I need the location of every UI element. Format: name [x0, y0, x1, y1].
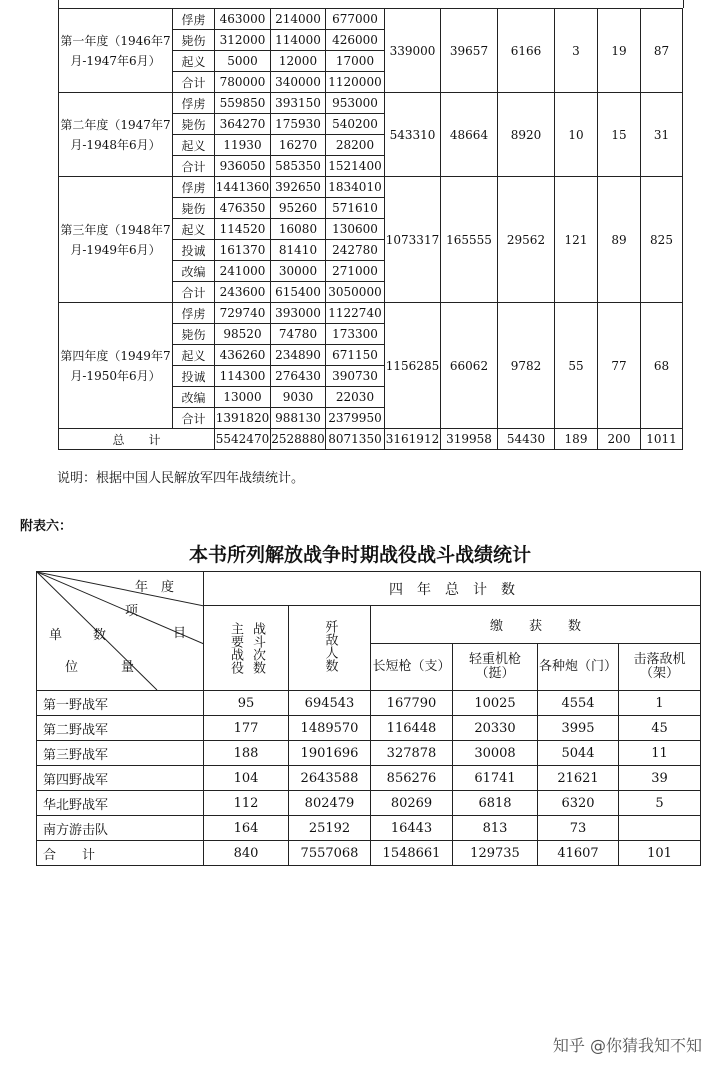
diagonal-header-cell	[37, 572, 204, 691]
value-cell: 393150	[271, 93, 326, 114]
captured-cell: 3	[555, 9, 598, 93]
value-cell: 112	[204, 791, 289, 816]
captured-cell: 68	[641, 303, 683, 429]
table-row	[59, 177, 683, 198]
category-cell: 合计	[173, 156, 215, 177]
value-cell: 276430	[271, 366, 326, 387]
value-cell: 988130	[271, 408, 326, 429]
total-cell: 189	[555, 429, 598, 450]
value-cell	[619, 816, 701, 841]
year-label: 第二年度（1947年7月-1948年6月）	[59, 93, 173, 177]
category-cell: 改编	[173, 261, 215, 282]
diag-label-unit2: 位	[65, 660, 79, 675]
table-row	[37, 841, 701, 866]
value-cell: 164	[204, 816, 289, 841]
value-cell: 1548661	[371, 841, 453, 866]
captured-cell: 31	[641, 93, 683, 177]
unit-name: 华北野战军	[37, 791, 204, 816]
value-cell: 6320	[538, 791, 619, 816]
value-cell: 74780	[271, 324, 326, 345]
value-cell: 101	[619, 841, 701, 866]
unit-name: 第一野战军	[37, 691, 204, 716]
value-cell: 45	[619, 716, 701, 741]
captured-cell: 6166	[498, 9, 555, 93]
value-cell: 393000	[271, 303, 326, 324]
value-cell: 114300	[215, 366, 271, 387]
captured-cell: 1073317	[385, 177, 441, 303]
value-cell: 28200	[326, 135, 385, 156]
category-cell: 起义	[173, 51, 215, 72]
captured-cell: 165555	[441, 177, 498, 303]
value-cell: 559850	[215, 93, 271, 114]
captured-cell: 39657	[441, 9, 498, 93]
value-cell: 3050000	[326, 282, 385, 303]
table-row	[37, 791, 701, 816]
value-cell: 936050	[215, 156, 271, 177]
diag-label-num1: 数	[93, 628, 107, 643]
value-cell: 13000	[215, 387, 271, 408]
total-row	[59, 429, 683, 450]
year-label: 第三年度（1948年7月-1949年6月）	[59, 177, 173, 303]
value-cell: 729740	[215, 303, 271, 324]
value-cell: 214000	[271, 9, 326, 30]
captured-cell: 89	[598, 177, 641, 303]
campaign-results-table	[36, 571, 701, 866]
value-cell: 167790	[371, 691, 453, 716]
value-cell: 73	[538, 816, 619, 841]
value-cell: 11930	[215, 135, 271, 156]
header-four-year-total: 四 年 总 计 数	[204, 572, 701, 606]
value-cell: 1521400	[326, 156, 385, 177]
captured-cell: 9782	[498, 303, 555, 429]
value-cell: 241000	[215, 261, 271, 282]
category-cell: 合计	[173, 72, 215, 93]
year-label: 第四年度（1949年7月-1950年6月）	[59, 303, 173, 429]
unit-name: 合 计	[37, 841, 204, 866]
category-cell: 俘虏	[173, 93, 215, 114]
value-cell: 476350	[215, 198, 271, 219]
captured-cell: 121	[555, 177, 598, 303]
value-cell: 20330	[453, 716, 538, 741]
value-cell: 11	[619, 741, 701, 766]
year-label: 第一年度（1946年7月-1947年6月）	[59, 9, 173, 93]
value-cell: 39	[619, 766, 701, 791]
value-cell: 780000	[215, 72, 271, 93]
captured-cell: 66062	[441, 303, 498, 429]
captured-cell: 55	[555, 303, 598, 429]
value-cell: 426000	[326, 30, 385, 51]
value-cell: 95	[204, 691, 289, 716]
category-cell: 毙伤	[173, 114, 215, 135]
value-cell: 1834010	[326, 177, 385, 198]
value-cell: 175930	[271, 114, 326, 135]
diag-label-year: 年 度	[135, 580, 175, 595]
value-cell: 694543	[289, 691, 371, 716]
value-cell: 12000	[271, 51, 326, 72]
value-cell: 5044	[538, 741, 619, 766]
total-cell: 1011	[641, 429, 683, 450]
value-cell: 271000	[326, 261, 385, 282]
value-cell: 953000	[326, 93, 385, 114]
previous-table-continuation	[58, 0, 684, 8]
value-cell: 571610	[326, 198, 385, 219]
value-cell: 9030	[271, 387, 326, 408]
table-row	[59, 303, 683, 324]
unit-name: 南方游击队	[37, 816, 204, 841]
value-cell: 2643588	[289, 766, 371, 791]
value-cell: 463000	[215, 9, 271, 30]
value-cell: 364270	[215, 114, 271, 135]
header-captured: 缴 获 数	[371, 606, 701, 644]
value-cell: 116448	[371, 716, 453, 741]
category-cell: 俘虏	[173, 303, 215, 324]
category-cell: 合计	[173, 282, 215, 303]
captured-cell: 48664	[441, 93, 498, 177]
value-cell: 3995	[538, 716, 619, 741]
value-cell: 25192	[289, 816, 371, 841]
value-cell: 585350	[271, 156, 326, 177]
category-cell: 毙伤	[173, 198, 215, 219]
header-planes: 击落敌机（架）	[619, 644, 701, 691]
value-cell: 340000	[271, 72, 326, 93]
category-cell: 改编	[173, 387, 215, 408]
captured-cell: 87	[641, 9, 683, 93]
category-cell: 投诚	[173, 366, 215, 387]
diag-label-mu: 目	[173, 626, 187, 641]
value-cell: 173300	[326, 324, 385, 345]
captured-cell: 15	[598, 93, 641, 177]
value-cell: 242780	[326, 240, 385, 261]
value-cell: 856276	[371, 766, 453, 791]
value-cell: 2379950	[326, 408, 385, 429]
category-cell: 合计	[173, 408, 215, 429]
header-guns: 长短枪（支）	[371, 644, 453, 691]
value-cell: 95260	[271, 198, 326, 219]
value-cell: 177	[204, 716, 289, 741]
value-cell: 1441360	[215, 177, 271, 198]
category-cell: 起义	[173, 219, 215, 240]
total-cell: 8071350	[326, 429, 385, 450]
total-cell: 5542470	[215, 429, 271, 450]
total-cell: 54430	[498, 429, 555, 450]
value-cell: 130600	[326, 219, 385, 240]
captured-cell: 1156285	[385, 303, 441, 429]
category-cell: 俘虏	[173, 9, 215, 30]
value-cell: 6818	[453, 791, 538, 816]
value-cell: 5000	[215, 51, 271, 72]
value-cell: 114520	[215, 219, 271, 240]
header-artillery: 各种炮（门）	[538, 644, 619, 691]
value-cell: 390730	[326, 366, 385, 387]
value-cell: 243600	[215, 282, 271, 303]
table-row	[59, 9, 683, 30]
value-cell: 80269	[371, 791, 453, 816]
value-cell: 802479	[289, 791, 371, 816]
value-cell: 161370	[215, 240, 271, 261]
value-cell: 234890	[271, 345, 326, 366]
value-cell: 312000	[215, 30, 271, 51]
value-cell: 30008	[453, 741, 538, 766]
total-cell: 3161912	[385, 429, 441, 450]
table-row	[37, 691, 701, 716]
battle-results-by-year-table	[58, 8, 683, 450]
total-label: 总 计	[59, 429, 215, 450]
value-cell: 677000	[326, 9, 385, 30]
value-cell: 16443	[371, 816, 453, 841]
header-machine-guns: 轻重机枪（挺）	[453, 644, 538, 691]
category-cell: 起义	[173, 135, 215, 156]
category-cell: 投诚	[173, 240, 215, 261]
value-cell: 10025	[453, 691, 538, 716]
value-cell: 5	[619, 791, 701, 816]
total-cell: 319958	[441, 429, 498, 450]
value-cell: 671150	[326, 345, 385, 366]
total-cell: 200	[598, 429, 641, 450]
value-cell: 7557068	[289, 841, 371, 866]
appendix-label: 附表六：	[20, 519, 73, 534]
unit-name: 第二野战军	[37, 716, 204, 741]
captured-cell: 19	[598, 9, 641, 93]
table-row	[37, 741, 701, 766]
value-cell: 30000	[271, 261, 326, 282]
value-cell: 327878	[371, 741, 453, 766]
table-note: 说明：根据中国人民解放军四年战绩统计。	[57, 471, 305, 486]
category-cell: 起义	[173, 345, 215, 366]
value-cell: 16270	[271, 135, 326, 156]
category-cell: 毙伤	[173, 30, 215, 51]
value-cell: 392650	[271, 177, 326, 198]
captured-cell: 825	[641, 177, 683, 303]
table-row	[37, 716, 701, 741]
value-cell: 1901696	[289, 741, 371, 766]
value-cell: 840	[204, 841, 289, 866]
value-cell: 4554	[538, 691, 619, 716]
value-cell: 81410	[271, 240, 326, 261]
header-battles: 主要战役 战斗次数	[204, 606, 289, 691]
table-title: 本书所列解放战争时期战役战斗战绩统计	[188, 544, 531, 566]
value-cell: 98520	[215, 324, 271, 345]
value-cell: 1122740	[326, 303, 385, 324]
diag-label-unit1: 单	[49, 628, 63, 643]
captured-cell: 77	[598, 303, 641, 429]
value-cell: 17000	[326, 51, 385, 72]
value-cell: 1489570	[289, 716, 371, 741]
value-cell: 1120000	[326, 72, 385, 93]
captured-cell: 339000	[385, 9, 441, 93]
total-cell: 2528880	[271, 429, 326, 450]
value-cell: 1	[619, 691, 701, 716]
table-row	[37, 816, 701, 841]
unit-name: 第四野战军	[37, 766, 204, 791]
table-row	[59, 93, 683, 114]
diag-label-item: 项	[125, 604, 139, 619]
value-cell: 104	[204, 766, 289, 791]
header-killed: 歼敌人数	[289, 606, 371, 691]
value-cell: 21621	[538, 766, 619, 791]
value-cell: 615400	[271, 282, 326, 303]
value-cell: 16080	[271, 219, 326, 240]
value-cell: 813	[453, 816, 538, 841]
value-cell: 1391820	[215, 408, 271, 429]
unit-name: 第三野战军	[37, 741, 204, 766]
captured-cell: 29562	[498, 177, 555, 303]
value-cell: 61741	[453, 766, 538, 791]
watermark: 知乎 @你猜我知不知	[552, 1036, 702, 1055]
captured-cell: 8920	[498, 93, 555, 177]
value-cell: 540200	[326, 114, 385, 135]
value-cell: 41607	[538, 841, 619, 866]
captured-cell: 543310	[385, 93, 441, 177]
category-cell: 毙伤	[173, 324, 215, 345]
value-cell: 129735	[453, 841, 538, 866]
value-cell: 436260	[215, 345, 271, 366]
value-cell: 114000	[271, 30, 326, 51]
value-cell: 22030	[326, 387, 385, 408]
diag-label-num2: 量	[121, 660, 135, 675]
category-cell: 俘虏	[173, 177, 215, 198]
value-cell: 188	[204, 741, 289, 766]
table-row	[37, 766, 701, 791]
captured-cell: 10	[555, 93, 598, 177]
